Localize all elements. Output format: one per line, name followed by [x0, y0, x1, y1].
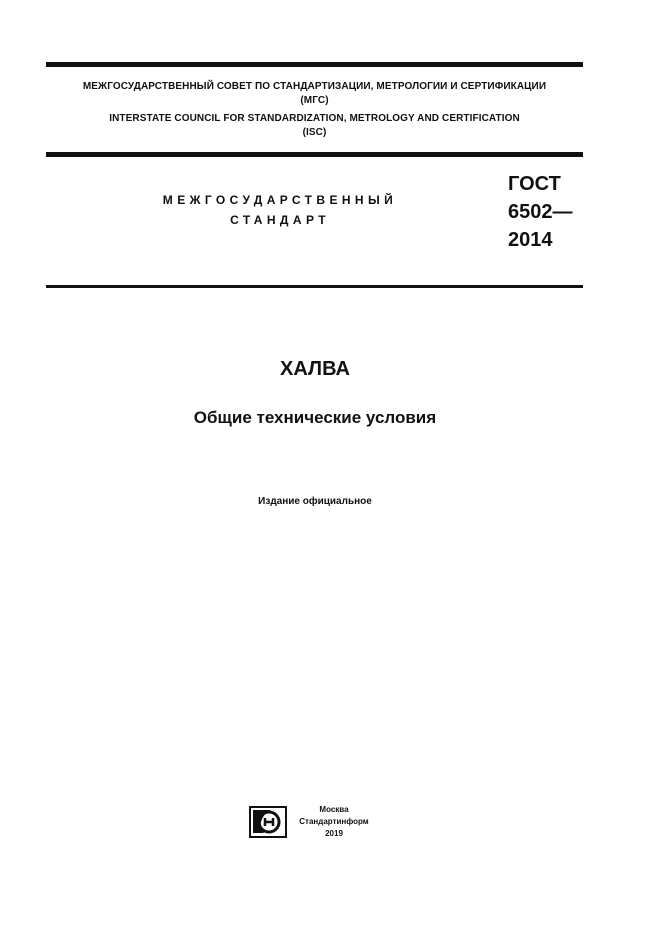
- standard-kind-line1: МЕЖГОСУДАРСТВЕННЫЙ: [162, 193, 398, 207]
- council-ru-name: МЕЖГОСУДАРСТВЕННЫЙ СОВЕТ ПО СТАНДАРТИЗАЦИИ, МЕТРОЛОГИИ И СЕРТИФИКАЦИИ: [82, 81, 547, 92]
- document-title: ХАЛВА: [280, 358, 350, 380]
- standard-kind-line2: СТАНДАРТ: [230, 213, 330, 227]
- council-ru-block: [46, 80, 583, 108]
- gost-year: 2014: [508, 229, 553, 251]
- bottom-rule: [46, 285, 583, 288]
- publisher-block: [296, 804, 372, 840]
- publisher-city: Москва: [319, 805, 349, 814]
- gost-label: ГОСТ: [508, 173, 561, 195]
- council-en-block: [46, 112, 583, 140]
- council-en-abbr: (ISC): [302, 127, 327, 138]
- gost-designation: [508, 170, 573, 254]
- council-en-name: INTERSTATE COUNCIL FOR STANDARDIZATION, METROLOGY AND CERTIFICATION: [109, 113, 520, 124]
- gost-number: 6502—: [508, 201, 573, 223]
- document-subtitle: Общие технические условия: [193, 408, 437, 427]
- publisher-name: Стандартинформ: [299, 817, 369, 826]
- council-ru-abbr: (МГС): [300, 95, 329, 106]
- middle-rule: [46, 152, 583, 157]
- top-rule: [46, 62, 583, 67]
- edition-note: Издание официальное: [258, 496, 372, 507]
- publisher-year: 2019: [325, 829, 343, 838]
- standartinform-logo-icon: [249, 806, 287, 838]
